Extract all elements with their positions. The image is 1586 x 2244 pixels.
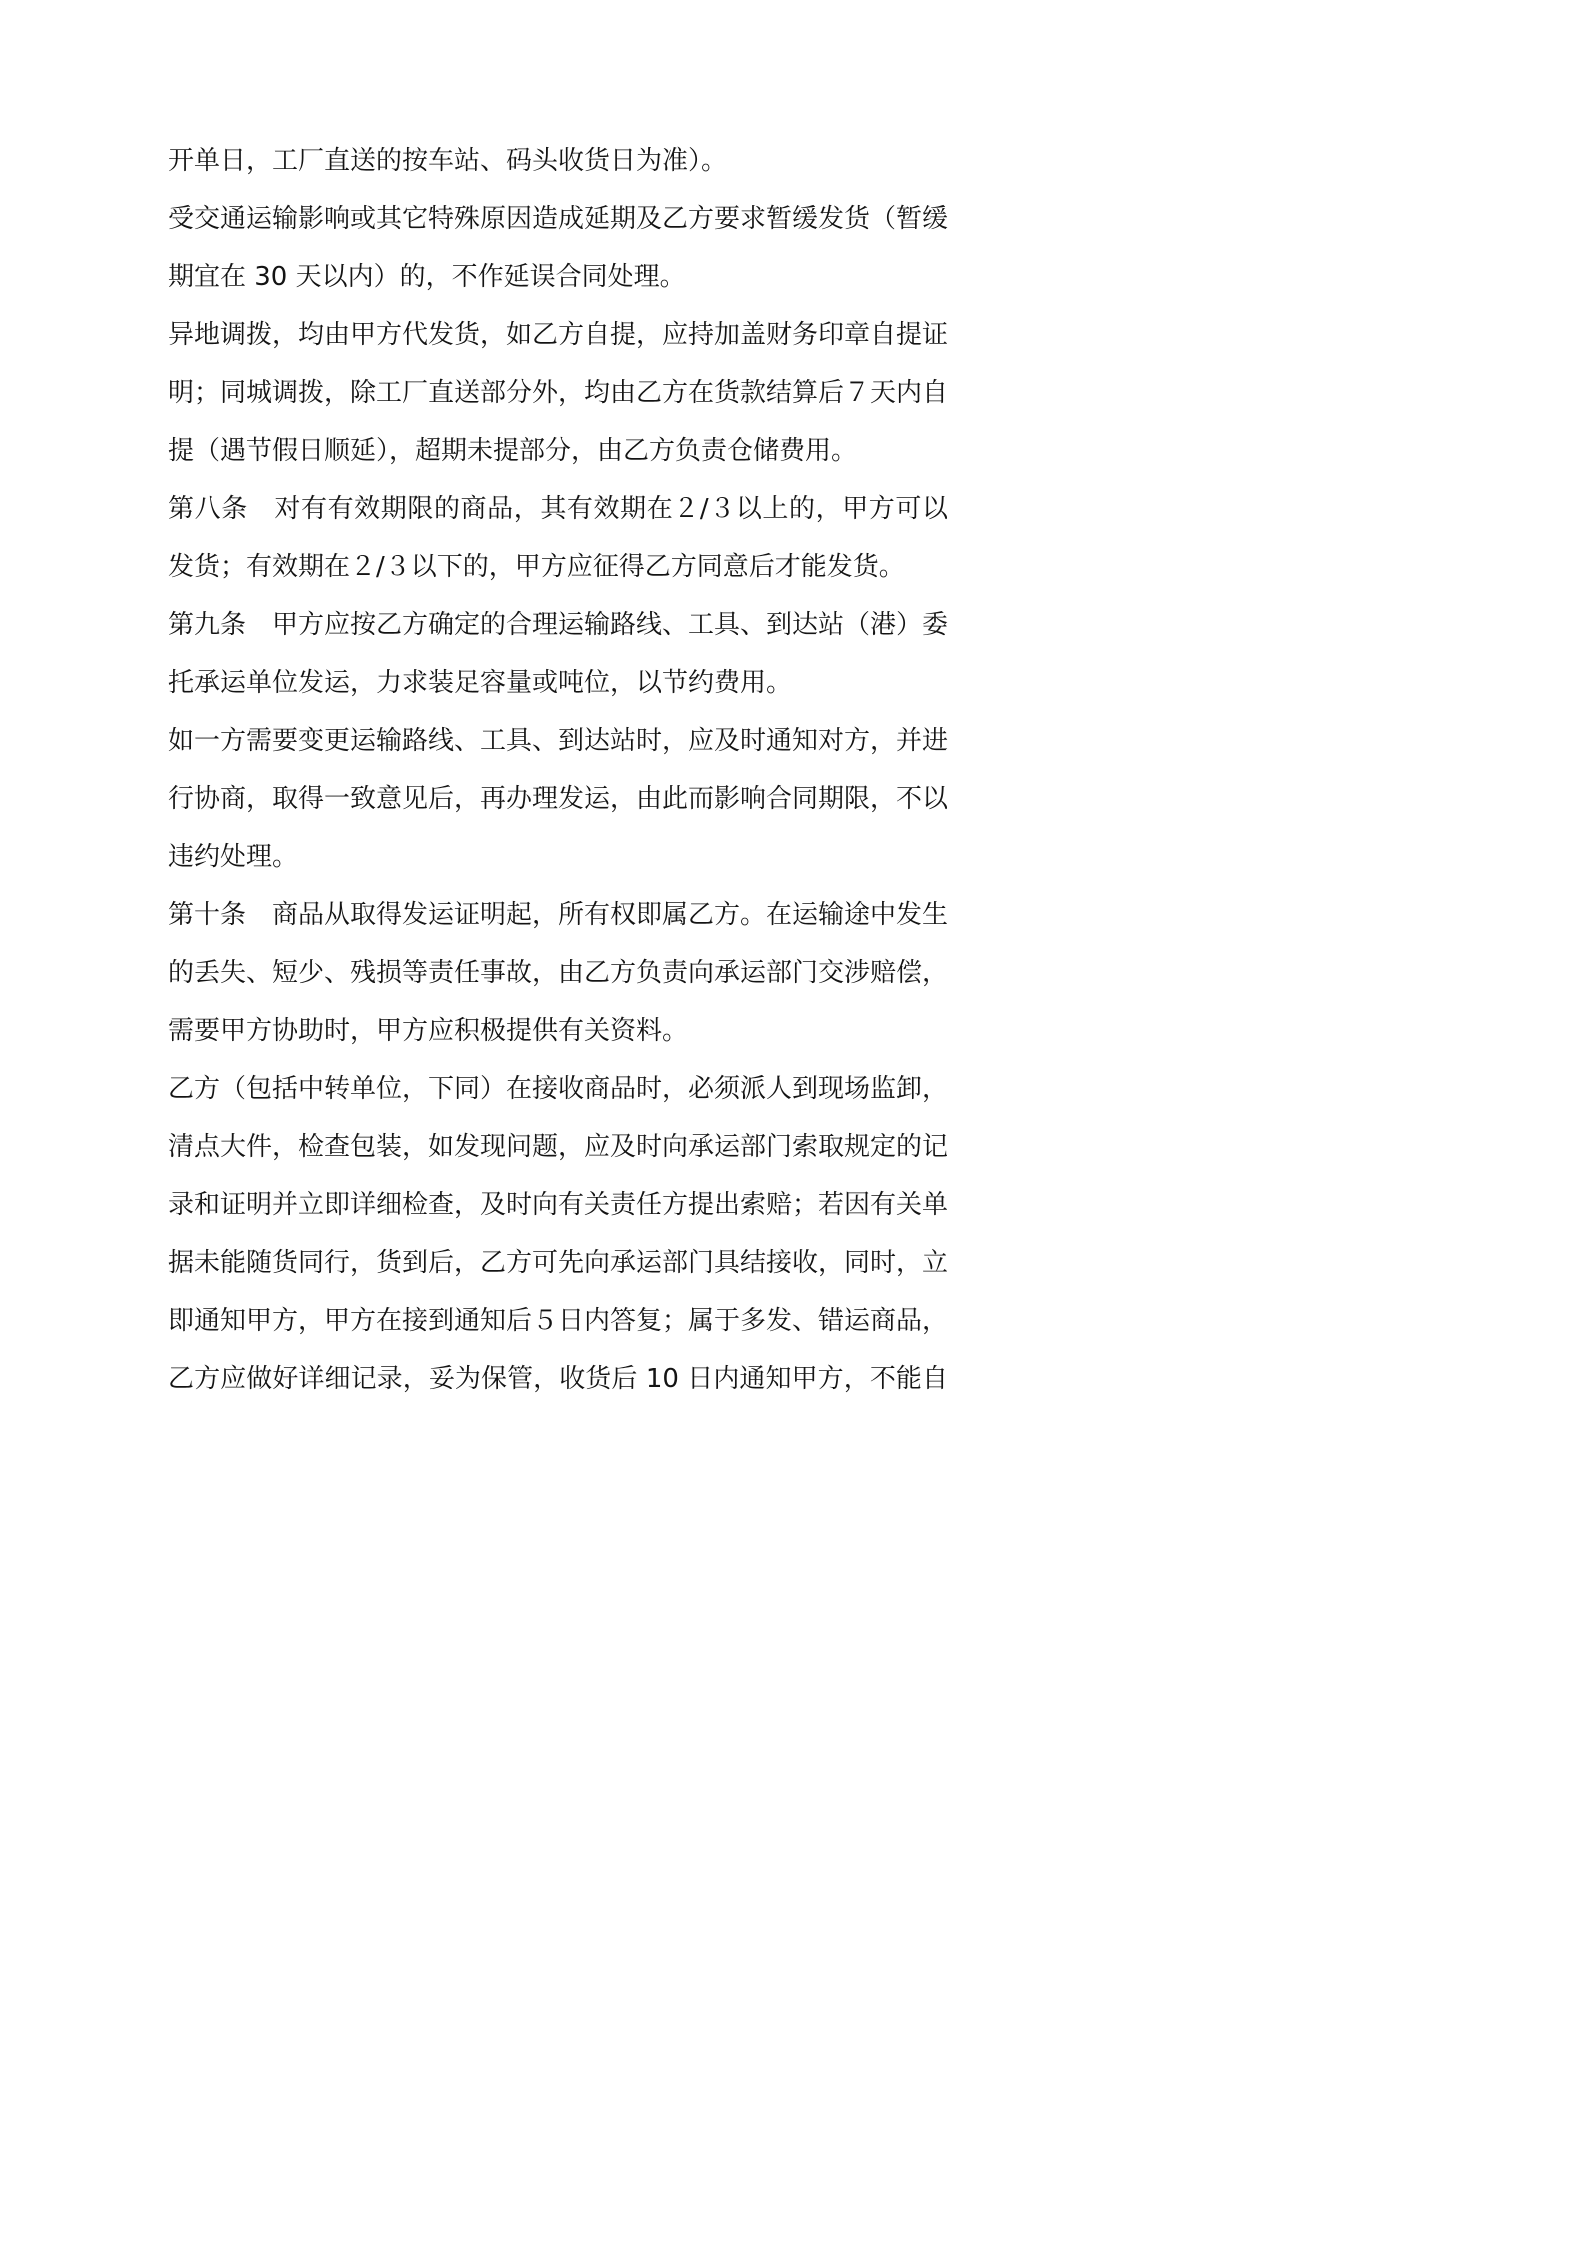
text-line: 据未能随货同行，货到后，乙方可先向承运部门具结接收，同时，立	[168, 1248, 949, 1278]
text-line: 行协商，取得一致意见后，再办理发运，由此而影响合同期限，不以	[168, 784, 949, 814]
text-line: 如一方需要变更运输路线、工具、到达站时，应及时通知对方，并进	[168, 726, 949, 756]
text-line: 托承运单位发运，力求装足容量或吨位，以节约费用。	[168, 668, 793, 698]
text-line: 乙方（包括中转单位，下同）在接收商品时，必须派人到现场监卸，	[168, 1074, 949, 1104]
contract-body-text	[168, 132, 948, 1408]
text-line: 开单日，工厂直送的按车站、码头收货日为准）。	[168, 146, 728, 176]
text-line: 受交通运输影响或其它特殊原因造成延期及乙方要求暂缓发货（暂缓	[168, 204, 949, 234]
article-10-line: 第十条 商品从取得发运证明起，所有权即属乙方。在运输途中发生	[168, 900, 949, 930]
text-line: 提（遇节假日顺延），超期未提部分，由乙方负责仓储费用。	[168, 436, 858, 466]
text-line: 需要甲方协助时，甲方应积极提供有关资料。	[168, 1016, 689, 1046]
text-line: 期宜在 30 天以内）的，不作延误合同处理。	[168, 262, 686, 292]
text-line: 异地调拨，均由甲方代发货，如乙方自提，应持加盖财务印章自提证	[168, 320, 949, 350]
article-9-line: 第九条 甲方应按乙方确定的合理运输路线、工具、到达站（港）委	[168, 610, 949, 640]
text-line: 即通知甲方，甲方在接到通知后５日内答复；属于多发、错运商品，	[168, 1306, 949, 1336]
text-line: 乙方应做好详细记录，妥为保管，收货后 10 日内通知甲方，不能自	[168, 1364, 948, 1394]
document-page	[0, 0, 1100, 1556]
text-line: 的丢失、短少、残损等责任事故，由乙方负责向承运部门交涉赔偿，	[168, 958, 949, 988]
text-line: 清点大件，检查包装，如发现问题，应及时向承运部门索取规定的记	[168, 1132, 949, 1162]
article-8-line: 第八条 对有有效期限的商品，其有效期在２/３以上的，甲方可以	[168, 494, 948, 524]
text-line: 明；同城调拨，除工厂直送部分外，均由乙方在货款结算后７天内自	[168, 378, 949, 408]
text-line: 录和证明并立即详细检查，及时向有关责任方提出索赔；若因有关单	[168, 1190, 949, 1220]
text-line: 违约处理。	[168, 842, 299, 872]
text-line: 发货；有效期在２/３以下的，甲方应征得乙方同意后才能发货。	[168, 552, 905, 582]
